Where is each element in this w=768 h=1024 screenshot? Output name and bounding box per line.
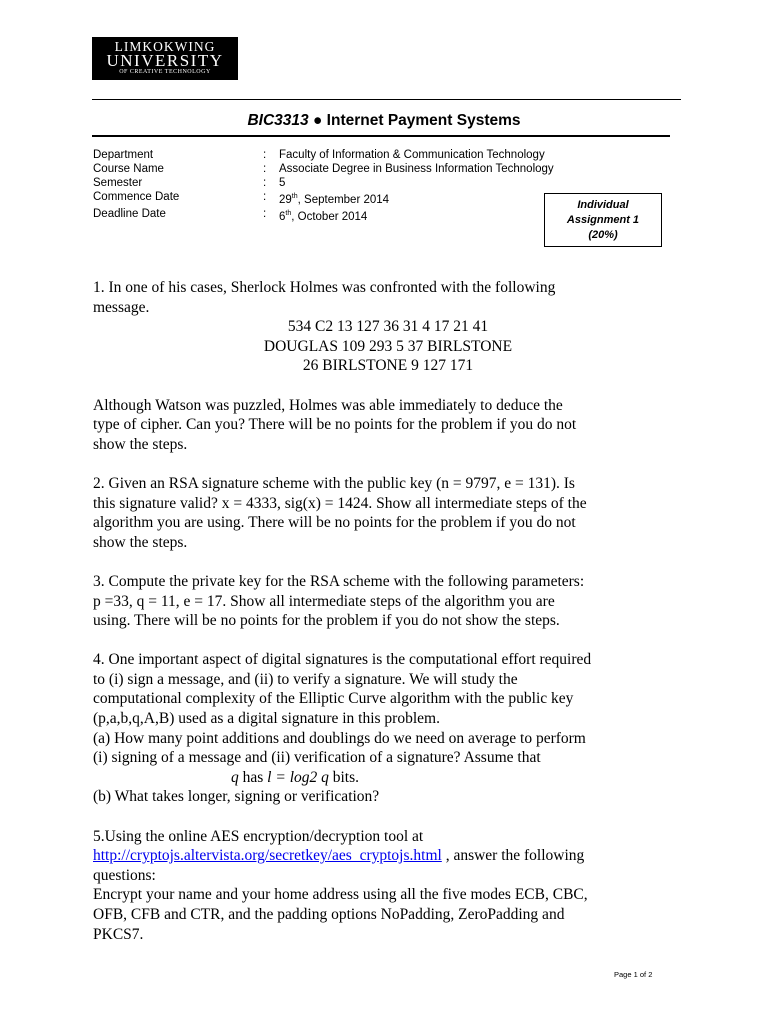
q4-line: (a) How many point additions and doublings do we need on average to perform: [93, 729, 586, 747]
cipher-line: DOUGLAS 109 293 5 37 BIRLSTONE: [263, 337, 513, 355]
top-rule: [92, 99, 681, 100]
q4-text: has: [238, 768, 268, 786]
q5-line: questions:: [93, 866, 156, 884]
q1-line: message.: [93, 298, 150, 316]
page-number: Page 1 of 2: [614, 970, 653, 979]
q1-line: show the steps.: [93, 435, 188, 453]
q1-line: 1. In one of his cases, Sherlock Holmes was confronted with the following: [93, 279, 556, 296]
info-value: [279, 207, 367, 224]
q5-text: , answer the following: [441, 847, 585, 865]
deadline-day: 6: [279, 210, 286, 223]
q3-line: 3. Compute the private key for the RSA scheme with the following parameters:: [93, 572, 585, 590]
q4-equation: l = log2 q: [267, 768, 329, 786]
info-row-commence-date: [93, 190, 554, 207]
info-label: Semester: [93, 177, 143, 189]
q1-line: Although Watson was puzzled, Holmes was able immediately to deduce the: [93, 396, 563, 414]
q5-line: PKCS7.: [93, 925, 144, 943]
assignment-box: [544, 193, 662, 247]
q2-line: algorithm you are using. There will be no points for the problem if you do not: [93, 514, 576, 532]
q4-line: 4. One important aspect of digital signatures is the computational effort required: [93, 651, 592, 669]
cipher-line: 26 BIRLSTONE 9 127 171: [302, 357, 474, 375]
info-label: Commence Date: [93, 191, 180, 203]
info-value: Faculty of Information & Communication Technology: [279, 149, 545, 161]
q5-line: OFB, CFB and CTR, and the padding options NoPadding, ZeroPadding and: [93, 906, 565, 923]
logo-line-1: LIMKOKWING: [114, 39, 216, 54]
course-code: BIC3313: [247, 112, 309, 129]
q3-line: using. There will be no points for the problem if you do not show the steps.: [93, 612, 560, 630]
deadline-suffix: th: [285, 209, 292, 217]
q4-assumption: [93, 768, 683, 788]
questions-body: [93, 278, 683, 944]
q2-line: show the steps.: [93, 533, 188, 551]
info-sep: :: [263, 191, 267, 203]
q4-line: to (i) sign a message, and (ii) to verify a signature. We will study the: [93, 670, 518, 688]
q5-line: 5.Using the online AES encryption/decryption tool at: [93, 827, 424, 845]
info-label: Department: [93, 149, 154, 161]
info-value: 5: [279, 177, 286, 189]
university-logo: [92, 37, 238, 80]
assignment-box-line-2: Assignment 1: [566, 214, 640, 226]
logo-line-2: UNIVERSITY: [106, 51, 224, 70]
assignment-box-line-3: (20%): [588, 229, 618, 241]
info-sep: :: [263, 163, 267, 175]
logo-line-3: OF CREATIVE TECHNOLOGY: [119, 69, 211, 75]
commence-day: 29: [279, 193, 292, 206]
info-sep: :: [263, 207, 267, 220]
info-row-semester: [93, 176, 554, 190]
q3-line: p =33, q = 11, e = 17. Show all intermediate steps of the algorithm you are: [93, 592, 555, 610]
q4-line: (p,a,b,q,A,B) used as a digital signature in this problem.: [93, 710, 440, 728]
q4-line: computational complexity of the Elliptic Curve algorithm with the public key: [93, 690, 574, 708]
title-underline: [92, 135, 670, 137]
info-sep: :: [263, 177, 267, 189]
info-label: Course Name: [93, 163, 164, 175]
deadline-rest: , October 2014: [291, 210, 368, 223]
info-row-department: [93, 148, 554, 162]
q4-text: bits.: [328, 768, 360, 786]
info-label: Deadline Date: [93, 207, 166, 220]
course-name-title: Internet Payment Systems: [326, 112, 521, 129]
title-bullet: ●: [312, 112, 323, 129]
q2-line: this signature valid? x = 4333, sig(x) = 1424. Show all intermediate steps of the: [93, 494, 587, 512]
q4-line: (b) What takes longer, signing or verification?: [93, 788, 380, 806]
cipher-line: 534 C2 13 127 36 31 4 17 21 41: [287, 318, 489, 336]
course-info-table: [93, 148, 554, 224]
info-value: [279, 190, 389, 207]
info-value: Associate Degree in Business Information Technology: [279, 163, 554, 175]
aes-tool-link[interactable]: http://cryptojs.altervista.org/secretkey/aes_cryptojs.html: [93, 847, 442, 865]
commence-rest: , September 2014: [297, 193, 390, 206]
assignment-box-line-1: Individual: [577, 199, 629, 211]
q4-line: (i) signing of a message and (ii) verification of a signature? Assume that: [93, 749, 541, 767]
q1-line: type of cipher. Can you? There will be no points for the problem if you do not: [93, 416, 577, 434]
commence-suffix: th: [291, 193, 298, 200]
q5-line: Encrypt your name and your home address using all the five modes ECB, CBC,: [93, 886, 588, 904]
info-row-course-name: [93, 162, 554, 176]
course-title: [0, 112, 768, 130]
q4-var-q: q: [231, 768, 239, 786]
info-sep: :: [263, 149, 267, 161]
info-row-deadline-date: [93, 207, 554, 224]
q5-line: [93, 846, 683, 866]
q2-line: 2. Given an RSA signature scheme with the public key (n = 9797, e = 131). Is: [93, 474, 575, 492]
